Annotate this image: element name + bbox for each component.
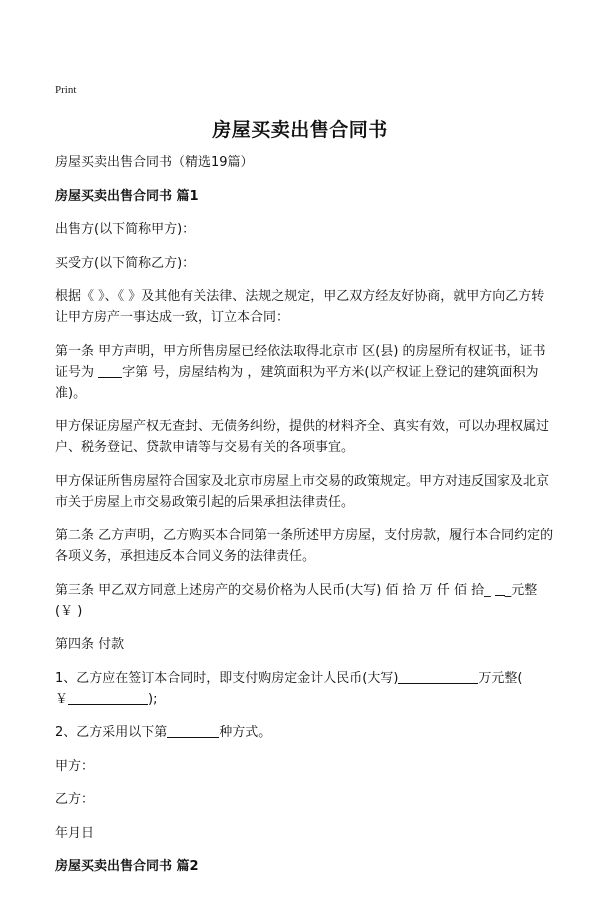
payment-item-2-part-b: 种方式。 bbox=[219, 725, 272, 740]
blank-field bbox=[495, 581, 505, 596]
clause-2: 第二条 乙方声明，乙方购买本合同第一条所述甲方房屋，支付房款，履行本合同约定的各项义务，承担违反本合同义务的法律责任。 bbox=[55, 528, 554, 564]
buyer-line: 买受方(以下简称乙方)： bbox=[55, 255, 196, 271]
blank-field bbox=[68, 690, 148, 705]
blank-field bbox=[98, 363, 122, 378]
payment-item-1-part-a: 1、乙方应在签订本合同时，即支付购房定金计人民币(大写) bbox=[55, 670, 399, 686]
document-subtitle: 房屋买卖出售合同书（精选19篇） bbox=[55, 155, 254, 170]
party-a-signature: 甲方： bbox=[55, 758, 95, 774]
document-body bbox=[55, 152, 555, 890]
date-line: 年月日 bbox=[55, 825, 95, 841]
guarantee-paragraph-1: 甲方保证房屋产权无查封、无债务纠纷，提供的材料齐全、真实有效，可以办理权属过户、税务登记、贷款申请等与交易有关的各项事宜。 bbox=[55, 419, 550, 455]
print-link[interactable]: Print bbox=[55, 84, 77, 96]
payment-item-1-part-d: ); bbox=[148, 691, 158, 707]
payment-item-2-part-a: 2、乙方采用以下第 bbox=[55, 725, 168, 740]
party-b-signature: 乙方： bbox=[55, 792, 95, 807]
document-title: 房屋买卖出售合同书 bbox=[212, 119, 388, 141]
guarantee-paragraph-2: 甲方保证所售房屋符合国家及北京市房屋上市交易的政策规定。甲方对违反国家及北京市关于房屋上市交易政策引起的后果承担法律责任。 bbox=[55, 473, 550, 510]
section-heading-2: 房屋买卖出售合同书 篇2 bbox=[55, 859, 199, 874]
payment-item-1 bbox=[55, 668, 555, 710]
clause-3 bbox=[55, 580, 555, 622]
clause-3-part-a: 第三条 甲乙双方同意上述房产的交易价格为人民币(大写) 佰 拾 万 仟 佰 拾_ bbox=[55, 582, 495, 598]
clause-1-part-b: 字第 号，房屋结构为 ，建筑面积为平方米(以产权证上登记的建筑面积为准)。 bbox=[55, 364, 539, 401]
clause-4: 第四条 付款 bbox=[55, 637, 125, 652]
blank-field bbox=[398, 669, 478, 684]
payment-item-1-part-b: 万元整( bbox=[478, 670, 523, 686]
payment-item-1-part-c: ￥ bbox=[55, 691, 69, 707]
clause-1-part-a: 第一条 甲方声明，甲方所售房屋已经依法取得北京市 区(县) 的房屋所有权证书，证书证号为 bbox=[55, 343, 546, 380]
clause-3-part-b: _元整(￥ ) bbox=[55, 582, 538, 619]
blank-field bbox=[167, 723, 219, 738]
payment-item-2 bbox=[55, 722, 555, 743]
intro-paragraph: 根据《 》、《 》及其他有关法律、法规之规定，甲乙双方经友好协商，就甲方向乙方转让甲方房产一事达成一致，订立本合同： bbox=[55, 289, 545, 325]
clause-1 bbox=[55, 341, 555, 404]
section-heading-1: 房屋买卖出售合同书 篇1 bbox=[55, 188, 199, 204]
seller-line: 出售方(以下简称甲方)： bbox=[55, 222, 196, 237]
